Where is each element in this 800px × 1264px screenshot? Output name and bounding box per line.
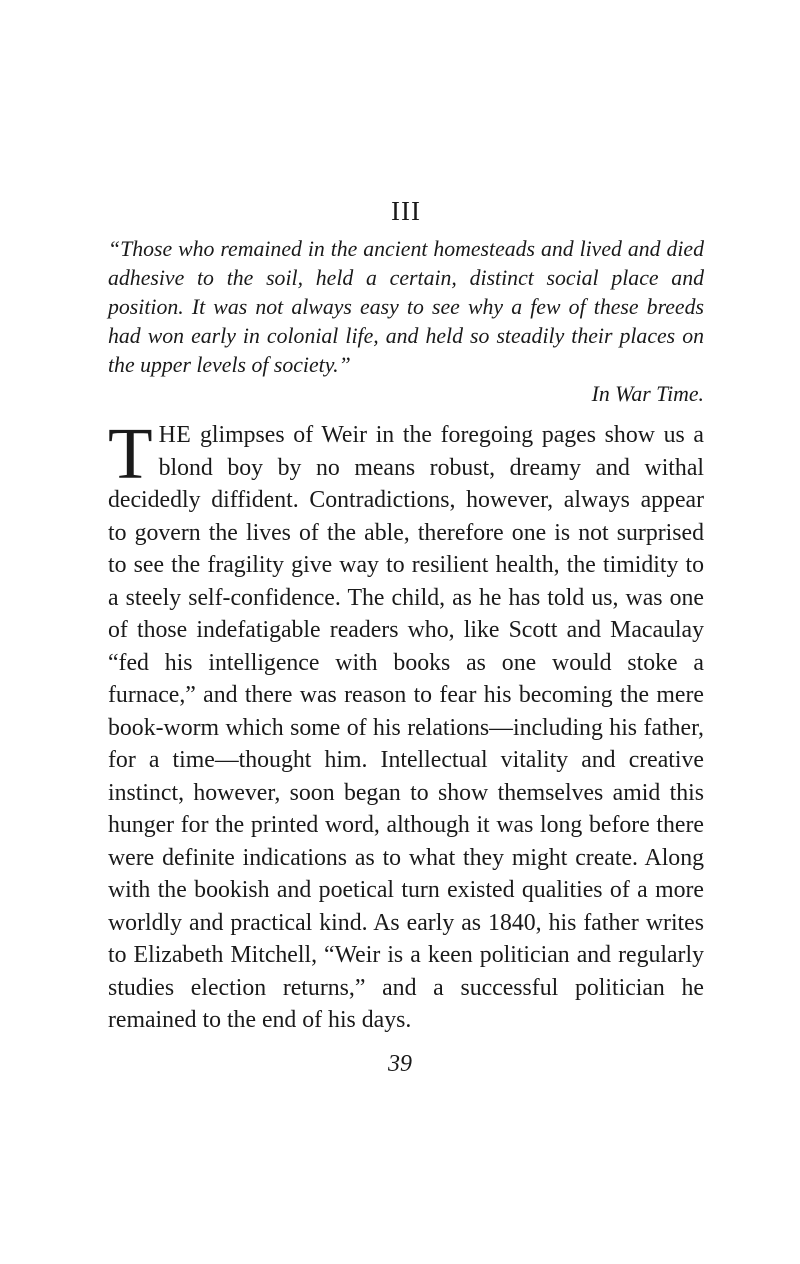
- page-number: 39: [388, 1051, 412, 1077]
- book-page: [108, 195, 704, 1037]
- chapter-number: III: [391, 196, 421, 226]
- drop-cap: T: [108, 413, 153, 494]
- epigraph-source: In War Time.: [591, 382, 704, 406]
- paragraph-text: glimpses of Weir in the foregoing pages show us a blond boy by no means robust, dreamy and withal decidedly diffident. Contradictions, however, always appear to govern the lives of the able, therefore one is not surprised to see the fragility give way to resilient health, the timidity to a steely self-confidence. The child, as he has told us, was one of those indefatigable readers who, like Scott and Macaulay “fed his intelligence with books as one would stoke a furnace,” and there was reason to fear his becoming the mere book-worm which some of his relations—including his father, for a time—thought him. Intellectual vitality and creative instinct, however, soon began to show themselves amid this hunger for the printed word, although it was long before there were definite indications as to what they might create. Along with the bookish and poetical turn existed qualities of a more worldly and practical kind. As early as 1840, his father writes to Elizabeth Mitchell, “Weir is a keen politician and regularly studies election returns,” and a successful politician he remained to the end of his days.: [108, 422, 704, 1033]
- first-word-rest: HE: [158, 422, 192, 448]
- epigraph-quote: “Those who remained in the ancient homesteads and lived and died adhesive to the soil, held a certain, distinct social place and position. It was not always easy to see why a few of these breeds had won early in colonial life, and held so steadily their places on the upper levels of society.”: [108, 237, 704, 377]
- body-paragraph: [108, 413, 704, 1037]
